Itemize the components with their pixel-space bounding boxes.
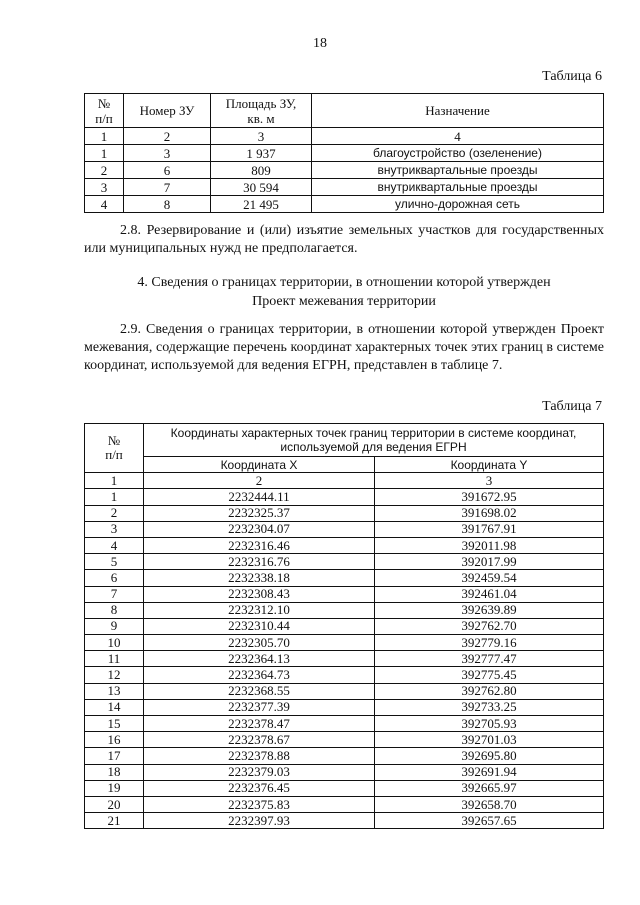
table7-header-row: [85, 424, 604, 457]
table6-header-row: [85, 94, 604, 128]
table-row: [85, 651, 604, 667]
table7-cell: 392777.47: [375, 651, 604, 667]
table6-cell: внутриквартальные проезды: [312, 179, 604, 196]
table7-cell: 392762.80: [375, 683, 604, 699]
table-row: [85, 796, 604, 812]
table6-cell: 2: [85, 162, 124, 179]
table6-index-cell: 4: [312, 128, 604, 145]
table-row: [85, 683, 604, 699]
table7-cell: 392657.65: [375, 813, 604, 829]
table7-cell: 21: [85, 813, 144, 829]
table7: [84, 423, 604, 829]
table6-index-cell: 2: [124, 128, 211, 145]
table7-index-row: [85, 473, 604, 489]
table6-cell: 7: [124, 179, 211, 196]
table-row: [85, 162, 604, 179]
section-4-heading-line2: Проект межевания территории: [252, 294, 436, 309]
table6-body: [85, 145, 604, 213]
table6-header-area: Площадь ЗУ, кв. м: [211, 94, 312, 128]
table7-cell: 17: [85, 748, 144, 764]
table7-cell: 19: [85, 780, 144, 796]
table7-cell: 4: [85, 537, 144, 553]
table7-cell: 2232444.11: [144, 489, 375, 505]
table7-cell: 392779.16: [375, 635, 604, 651]
table-row: [85, 602, 604, 618]
table7-cell: 2232376.45: [144, 780, 375, 796]
table6-cell: благоустройство (озеленение): [312, 145, 604, 162]
table7-cell: 2: [85, 505, 144, 521]
table7-cell: 16: [85, 732, 144, 748]
table7-cell: 392762.70: [375, 618, 604, 634]
table6-cell: внутриквартальные проезды: [312, 162, 604, 179]
table7-header-y: Координата Y: [375, 457, 604, 473]
section-4-heading-line1: 4. Сведения о границах территории, в отношении которой утвержден: [137, 275, 551, 290]
table6-cell: 21 495: [211, 196, 312, 213]
table7-cell: 2232325.37: [144, 505, 375, 521]
table7-cell: 2232304.07: [144, 521, 375, 537]
table-row: [85, 813, 604, 829]
table-row: [85, 179, 604, 196]
table7-caption: Таблица 7: [542, 399, 602, 414]
table6-cell: 809: [211, 162, 312, 179]
table6-cell: 1: [85, 145, 124, 162]
table6-cell: 6: [124, 162, 211, 179]
table7-cell: 14: [85, 699, 144, 715]
table-row: [85, 716, 604, 732]
table7-cell: 392691.94: [375, 764, 604, 780]
table7-cell: 2232305.70: [144, 635, 375, 651]
table7-cell: 392461.04: [375, 586, 604, 602]
table7-cell: 20: [85, 796, 144, 812]
table7-cell: 2232378.88: [144, 748, 375, 764]
table-row: [85, 699, 604, 715]
table7-cell: 5: [85, 554, 144, 570]
page-number: 18: [313, 36, 327, 51]
table7-cell: 2232397.93: [144, 813, 375, 829]
table6-cell: 4: [85, 196, 124, 213]
table7-cell: 392695.80: [375, 748, 604, 764]
table7-cell: 2232378.47: [144, 716, 375, 732]
table7-cell: 392775.45: [375, 667, 604, 683]
table7-cell: 2232364.73: [144, 667, 375, 683]
table7-cell: 392701.03: [375, 732, 604, 748]
table7-cell: 1: [85, 489, 144, 505]
table-row: [85, 489, 604, 505]
table7-cell: 391672.95: [375, 489, 604, 505]
table-row: [85, 505, 604, 521]
table7-cell: 8: [85, 602, 144, 618]
table7-cell: 3: [85, 521, 144, 537]
table-row: [85, 732, 604, 748]
table7-subheader-row: [85, 457, 604, 473]
table7-cell: 392639.89: [375, 602, 604, 618]
table-row: [85, 554, 604, 570]
table7-cell: 2232368.55: [144, 683, 375, 699]
table7-header-main: Координаты характерных точек границ территории в системе координат, используемой для ведения ЕГРН: [144, 424, 604, 457]
table7-cell: 392733.25: [375, 699, 604, 715]
table6-header-zu: Номер ЗУ: [124, 94, 211, 128]
table-row: [85, 764, 604, 780]
table7-cell: 2232378.67: [144, 732, 375, 748]
table6-cell: 3: [124, 145, 211, 162]
table6-index-row: [85, 128, 604, 145]
table6-caption: Таблица 6: [542, 69, 602, 84]
table7-cell: 392705.93: [375, 716, 604, 732]
table-row: [85, 145, 604, 162]
paragraph-2-9: 2.9. Сведения о границах территории, в отношении которой утвержден Проект межевания, содержащие перечень координат характерных точек этих границ в системе координат, используемой для ведения ЕГРН, представлен в таблице 7.: [84, 322, 604, 373]
table6-cell: 30 594: [211, 179, 312, 196]
table-row: [85, 780, 604, 796]
table7-cell: 7: [85, 586, 144, 602]
table7-cell: 392459.54: [375, 570, 604, 586]
table7-cell: 2232377.39: [144, 699, 375, 715]
table-row: [85, 521, 604, 537]
table-row: [85, 570, 604, 586]
table7-cell: 2232375.83: [144, 796, 375, 812]
table-row: [85, 667, 604, 683]
table7-cell: 2232308.43: [144, 586, 375, 602]
table6-cell: 3: [85, 179, 124, 196]
table-row: [85, 635, 604, 651]
table-row: [85, 537, 604, 553]
table7-cell: 2232316.46: [144, 537, 375, 553]
table7-cell: 391767.91: [375, 521, 604, 537]
table7-index-cell: 1: [85, 473, 144, 489]
table7-body: [85, 489, 604, 829]
table6-cell: 1 937: [211, 145, 312, 162]
table7-cell: 18: [85, 764, 144, 780]
table7-cell: 2232364.13: [144, 651, 375, 667]
table7-cell: 392665.97: [375, 780, 604, 796]
table7-cell: 9: [85, 618, 144, 634]
paragraph-2-8: 2.8. Резервирование и (или) изъятие земельных участков для государственных или муниципальных нужд не предполагается.: [84, 223, 604, 256]
table6-header-purpose: Назначение: [312, 94, 604, 128]
table6-header-num: № п/п: [85, 94, 124, 128]
table7-index-cell: 2: [144, 473, 375, 489]
table7-cell: 392017.99: [375, 554, 604, 570]
table7-cell: 391698.02: [375, 505, 604, 521]
table6-index-cell: 1: [85, 128, 124, 145]
table7-cell: 15: [85, 716, 144, 732]
table7-cell: 10: [85, 635, 144, 651]
table6-cell: 8: [124, 196, 211, 213]
table7-cell: 6: [85, 570, 144, 586]
table7-cell: 2232379.03: [144, 764, 375, 780]
section-4-heading: [84, 273, 604, 311]
table7-index-cell: 3: [375, 473, 604, 489]
table7-cell: 392011.98: [375, 537, 604, 553]
table7-header-x: Координата X: [144, 457, 375, 473]
table7-cell: 11: [85, 651, 144, 667]
table-row: [85, 748, 604, 764]
table7-cell: 392658.70: [375, 796, 604, 812]
table6-index-cell: 3: [211, 128, 312, 145]
table-row: [85, 586, 604, 602]
table6-cell: улично-дорожная сеть: [312, 196, 604, 213]
table7-cell: 2232316.76: [144, 554, 375, 570]
table7-cell: 12: [85, 667, 144, 683]
table7-cell: 2232312.10: [144, 602, 375, 618]
table7-header-num: № п/п: [85, 424, 144, 473]
table-row: [85, 196, 604, 213]
table-row: [85, 618, 604, 634]
table7-cell: 2232310.44: [144, 618, 375, 634]
table6: [84, 93, 604, 213]
table7-cell: 13: [85, 683, 144, 699]
table7-cell: 2232338.18: [144, 570, 375, 586]
